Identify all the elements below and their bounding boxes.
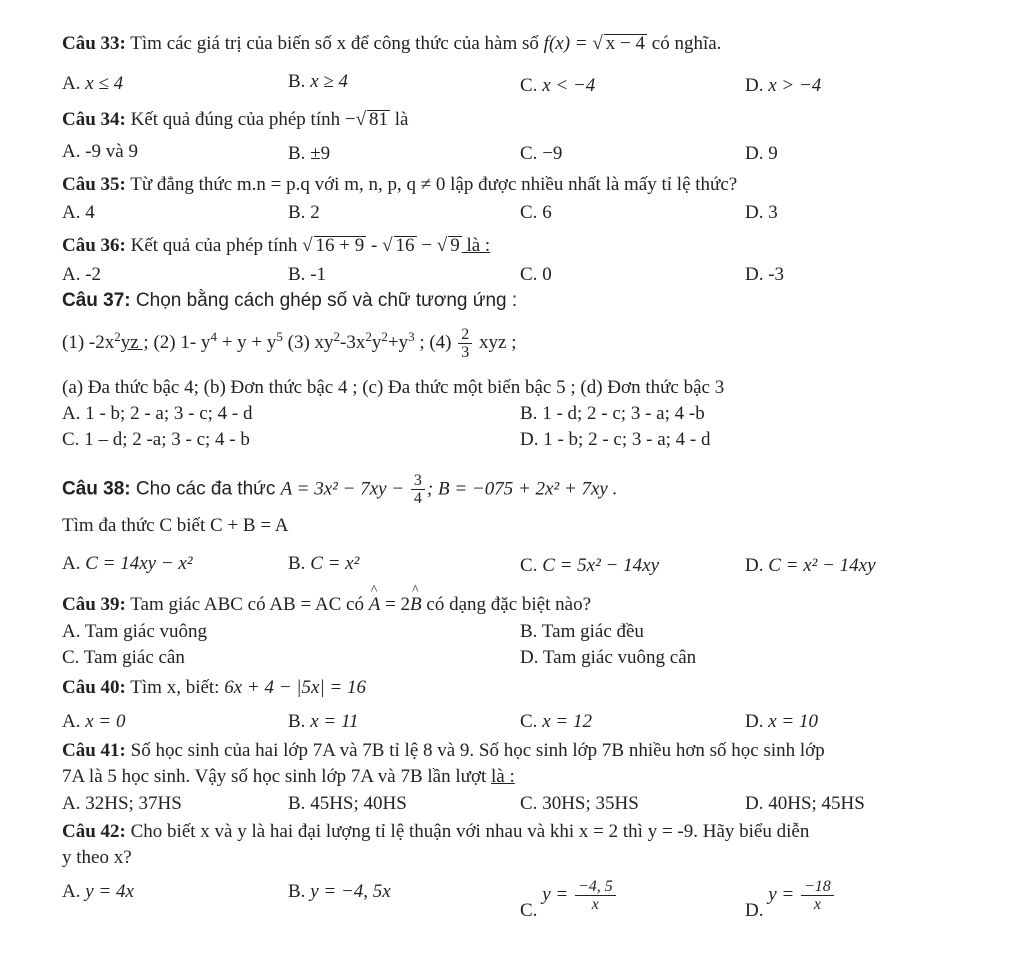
- option-c: [520, 142, 562, 166]
- text-fragment: Tam giác vuông cân: [542, 647, 697, 668]
- text-fragment: 7A là 5 học sinh. Vậy số học sinh lớp 7A và 7B lần lượt: [62, 766, 492, 787]
- q41-line2: [62, 765, 515, 789]
- text-fragment: = 2: [380, 594, 411, 615]
- option-c: [520, 554, 659, 578]
- option-c: [520, 792, 639, 816]
- text-fragment: Tam giác vuông: [84, 621, 208, 642]
- text-fragment: C.: [520, 793, 538, 814]
- option-d: [745, 74, 821, 98]
- text-fragment: B.: [288, 711, 306, 732]
- fraction: [801, 878, 834, 913]
- text-fragment: −: [416, 235, 437, 256]
- text-fragment: C.: [62, 429, 80, 450]
- option-a: [62, 880, 134, 904]
- text-fragment: 40HS; 45HS: [768, 793, 865, 814]
- text-fragment: x ≥ 4: [310, 71, 349, 92]
- text-fragment: 5: [276, 328, 283, 344]
- text-fragment: B.: [520, 621, 538, 642]
- text-fragment: C = 5x² − 14xy: [542, 555, 659, 576]
- question-label: Câu 41:: [62, 740, 126, 761]
- text-fragment: C.: [520, 75, 538, 96]
- text-fragment: xyz ;: [474, 331, 517, 353]
- text-fragment: x: [591, 896, 599, 913]
- text-fragment: D.: [745, 143, 764, 164]
- text-fragment: 2: [381, 328, 388, 344]
- text-fragment: −18: [801, 878, 834, 896]
- text-fragment: -2: [85, 264, 102, 285]
- text-fragment: A.: [62, 141, 81, 162]
- q42-line2: [62, 846, 132, 870]
- q37-categories: [62, 376, 724, 400]
- text-fragment: x = 0: [85, 711, 126, 732]
- question-41: [62, 739, 825, 763]
- text-fragment: C = 14xy − x²: [85, 553, 193, 574]
- text-fragment: A.: [62, 621, 81, 642]
- text-fragment: B.: [288, 143, 306, 164]
- option-a: [62, 792, 182, 816]
- text-fragment: D.: [745, 264, 764, 285]
- option-b: [288, 792, 407, 816]
- option-c: [520, 710, 592, 734]
- option-c: [62, 646, 185, 670]
- text-fragment: 32HS; 37HS: [85, 793, 182, 814]
- option-c: [520, 263, 552, 287]
- text-fragment: D.: [745, 711, 764, 732]
- text-fragment: -9 và 9: [85, 141, 138, 162]
- text-fragment: 1 - b; 2 - a; 3 - c; 4 - d: [85, 403, 253, 424]
- question-tail: có nghĩa.: [647, 33, 722, 54]
- text-fragment: x = 10: [768, 711, 818, 732]
- text-fragment: −4, 5: [575, 878, 616, 896]
- question-text: Kết quả đúng của phép tính: [125, 109, 345, 130]
- text-fragment: ; B = −075 + 2x² + 7xy .: [426, 478, 618, 500]
- fraction: [575, 878, 616, 913]
- option-b: [288, 710, 359, 734]
- q37-expressions: [62, 326, 516, 361]
- option-a: [62, 402, 253, 426]
- fraction: [458, 326, 472, 361]
- sqrt-symbol: √: [592, 33, 603, 54]
- text-fragment: Tìm đa thức C biết C + B = A: [62, 515, 289, 536]
- option-b: [288, 552, 359, 576]
- text-fragment: yz ;: [120, 331, 149, 353]
- text-fragment: x: [813, 896, 821, 913]
- option-a: [62, 552, 193, 576]
- text-fragment: -3x: [340, 331, 366, 353]
- text-fragment: 1 - b; 2 - c; 3 - a; 4 - d: [543, 429, 711, 450]
- function-expr: f(x) =: [543, 33, 593, 54]
- text-fragment: D.: [745, 75, 764, 96]
- question-label: Câu 36:: [62, 235, 126, 256]
- question-42: [62, 820, 809, 844]
- question-33: [62, 32, 721, 56]
- text-fragment: Tam giác cân: [83, 647, 185, 668]
- question-label: Câu 37:: [62, 290, 131, 311]
- option-d: [745, 878, 836, 922]
- text-fragment: 2: [458, 326, 472, 344]
- option-b: [288, 880, 391, 904]
- question-tail: là :: [461, 235, 491, 256]
- text-fragment: B.: [288, 793, 306, 814]
- option-a: [62, 710, 126, 734]
- option-b: [520, 620, 644, 644]
- text-fragment: 4: [210, 328, 217, 344]
- question-40: [62, 676, 366, 700]
- text-fragment: 45HS; 40HS: [310, 793, 407, 814]
- text-fragment: 2: [310, 202, 320, 223]
- text-fragment: 6: [542, 202, 552, 223]
- option-a: [62, 72, 123, 96]
- text-fragment: y: [371, 331, 382, 353]
- option-b: [288, 263, 326, 287]
- text-fragment: D.: [520, 429, 539, 450]
- q38-task: [62, 514, 288, 538]
- text-fragment: D.: [745, 555, 764, 576]
- sqrt-symbol: √: [436, 235, 448, 256]
- text-fragment: là :: [491, 766, 515, 787]
- text-fragment: ±9: [310, 143, 331, 164]
- text-fragment: A.: [62, 73, 81, 94]
- text-fragment: C.: [520, 555, 538, 576]
- text-fragment: 2: [333, 328, 341, 344]
- text-fragment: x = 11: [310, 711, 359, 732]
- text-fragment: -3: [768, 264, 785, 285]
- sqrt-symbol: √: [355, 109, 367, 130]
- option-a: [62, 201, 95, 225]
- option-a: [62, 620, 207, 644]
- text-fragment: A = 3x² − 7xy −: [280, 478, 409, 500]
- equation: 6x + 4 − |5x| = 16: [224, 677, 366, 698]
- text-fragment: -: [366, 235, 383, 256]
- text-fragment: 3: [408, 328, 415, 344]
- text-fragment: y = −4, 5x: [310, 881, 391, 902]
- text-fragment: C.: [520, 202, 538, 223]
- text-fragment: A.: [62, 881, 81, 902]
- question-39: [62, 593, 591, 617]
- sqrt-content: 81: [369, 109, 389, 130]
- question-37: [62, 289, 517, 313]
- option-d: [520, 428, 711, 452]
- text-fragment: B.: [288, 202, 306, 223]
- text-fragment: y =: [542, 883, 573, 905]
- option-d: [745, 263, 784, 287]
- text-fragment: D.: [745, 793, 764, 814]
- option-d: [745, 710, 818, 734]
- text-fragment: -1: [310, 264, 327, 285]
- option-b: [520, 402, 705, 426]
- option-d: [745, 554, 876, 578]
- text-fragment: B.: [288, 881, 306, 902]
- text-fragment: C.: [520, 899, 538, 921]
- question-35: [62, 173, 737, 197]
- text-fragment: 30HS; 35HS: [542, 793, 639, 814]
- text-fragment: x ≤ 4: [85, 73, 124, 94]
- text-fragment: C.: [520, 143, 538, 164]
- text-fragment: 3: [768, 202, 778, 223]
- question-text: Tam giác ABC có AB = AC có: [125, 594, 369, 615]
- fraction: [411, 472, 425, 507]
- option-c: [520, 201, 552, 225]
- text-fragment: −9: [542, 143, 563, 164]
- angle-b: ^ B: [410, 593, 422, 617]
- text-fragment: 3: [411, 472, 425, 490]
- text-fragment: y =: [768, 883, 799, 905]
- option-c: [520, 74, 595, 98]
- question-36: [62, 234, 490, 258]
- text-fragment: B.: [288, 71, 306, 92]
- text-fragment: (2) 1- y: [148, 331, 211, 353]
- option-d: [745, 792, 865, 816]
- option-d: [520, 646, 696, 670]
- option-b: [288, 142, 330, 166]
- question-label: Câu 39:: [62, 594, 126, 615]
- option-c: [520, 878, 618, 922]
- text-fragment: B.: [288, 553, 306, 574]
- text-fragment: C.: [520, 711, 538, 732]
- text-fragment: D.: [745, 202, 764, 223]
- sqrt-symbol: √: [302, 235, 313, 256]
- text-fragment: B.: [520, 403, 538, 424]
- text-fragment: ; (4): [414, 331, 457, 353]
- text-fragment: x = 12: [542, 711, 592, 732]
- angle-a: ^ A: [369, 593, 381, 617]
- text-fragment: A.: [62, 264, 81, 285]
- question-label: Câu 38:: [62, 478, 131, 500]
- question-text: Tìm các giá trị của biến số x để công thức của hàm số: [125, 33, 544, 54]
- text-fragment: D.: [520, 647, 539, 668]
- sqrt-symbol: √: [382, 235, 393, 256]
- question-label: Câu 33:: [62, 33, 126, 54]
- question-text: Số học sinh của hai lớp 7A và 7B tỉ lệ 8 và 9. Số học sinh lớp 7B nhiều hơn số học sinh lớp: [125, 740, 825, 761]
- question-label: Câu 40:: [62, 677, 126, 698]
- text-fragment: C = x²: [310, 553, 360, 574]
- question-38: [62, 472, 617, 507]
- text-fragment: A.: [62, 793, 81, 814]
- text-fragment: (3) xy: [282, 331, 334, 353]
- question-text: Tìm x, biết:: [125, 677, 225, 698]
- text-fragment: + y + y: [216, 331, 277, 353]
- text-fragment: 9: [768, 143, 778, 164]
- expr-prefix: −: [344, 109, 356, 130]
- sqrt-content-2: 16: [395, 235, 415, 256]
- text-fragment: C.: [62, 647, 80, 668]
- text-fragment: 1 – d; 2 -a; 3 - c; 4 - b: [84, 429, 250, 450]
- text-fragment: A.: [62, 711, 81, 732]
- sqrt-content: x − 4: [605, 33, 646, 54]
- text-fragment: +y: [387, 331, 409, 353]
- sqrt-content-1: 16 + 9: [315, 235, 365, 256]
- question-text: Kết quả của phép tính: [125, 235, 303, 256]
- text-fragment: 3: [461, 344, 470, 361]
- text-fragment: A.: [62, 403, 81, 424]
- question-text: Từ đẳng thức m.n = p.q với m, n, p, q ≠ 0 lập được nhiều nhất là mấy tỉ lệ thức?: [125, 174, 738, 195]
- question-label: Câu 34:: [62, 109, 126, 130]
- text-fragment: 4: [413, 490, 422, 507]
- text-fragment: Tam giác đều: [541, 621, 644, 642]
- text-fragment: D.: [745, 899, 764, 921]
- text-fragment: 1 - d; 2 - c; 3 - a; 4 -b: [542, 403, 705, 424]
- question-label: Câu 42:: [62, 821, 126, 842]
- question-label: Câu 35:: [62, 174, 126, 195]
- text-fragment: có dạng đặc biệt nào?: [421, 594, 591, 615]
- option-d: [745, 142, 778, 166]
- option-d: [745, 201, 778, 225]
- text-fragment: A.: [62, 553, 81, 574]
- question-text: Cho các đa thức: [130, 478, 281, 500]
- sqrt-content-3: 9: [450, 235, 460, 256]
- question-text: Chọn bằng cách ghép số và chữ tương ứng :: [130, 290, 518, 311]
- text-fragment: B.: [288, 264, 306, 285]
- text-fragment: 2: [114, 328, 121, 344]
- text-fragment: C = x² − 14xy: [768, 555, 876, 576]
- text-fragment: y = 4x: [85, 881, 134, 902]
- text-fragment: A.: [62, 202, 81, 223]
- text-fragment: x > −4: [768, 75, 822, 96]
- text-fragment: C.: [520, 264, 538, 285]
- option-b: [288, 201, 320, 225]
- text-fragment: 0: [542, 264, 552, 285]
- question-text: Cho biết x và y là hai đại lượng tỉ lệ thuận với nhau và khi x = 2 thì y = -9. Hãy biểu diễn: [125, 821, 810, 842]
- text-fragment: x < −4: [542, 75, 596, 96]
- text-fragment: (a) Đa thức bậc 4; (b) Đơn thức bậc 4 ; (c) Đa thức một biến bậc 5 ; (d) Đơn thức bậc 3: [62, 377, 725, 398]
- option-a: [62, 263, 101, 287]
- text-fragment: 4: [85, 202, 95, 223]
- option-b: [288, 70, 348, 94]
- text-fragment: 2: [365, 328, 372, 344]
- text-fragment: (1) -2x: [62, 331, 115, 353]
- option-a: [62, 140, 138, 164]
- question-34: [62, 108, 408, 132]
- text-fragment: y theo x?: [62, 847, 132, 868]
- question-tail: là: [390, 109, 409, 130]
- option-c: [62, 428, 250, 452]
